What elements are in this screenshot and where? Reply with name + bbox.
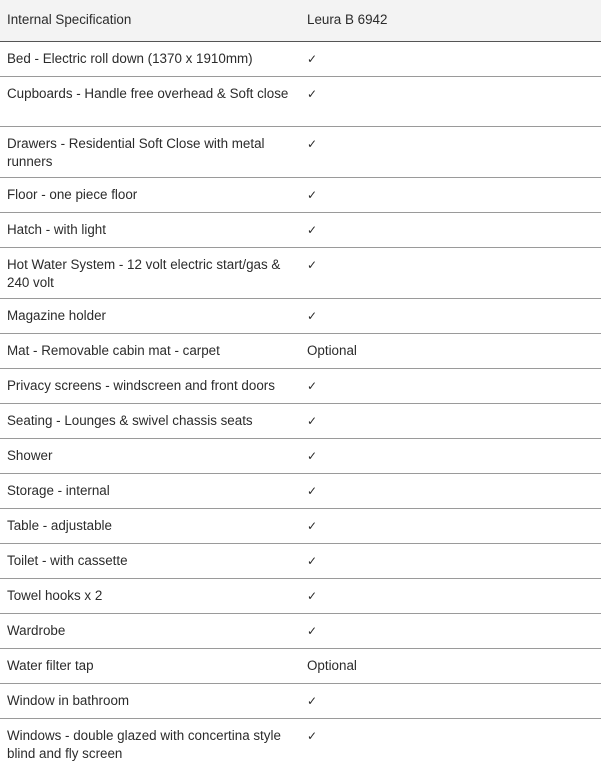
table-row bbox=[0, 543, 601, 578]
check-icon: ✓ bbox=[307, 448, 318, 463]
table-row bbox=[0, 126, 601, 177]
value-cell bbox=[299, 247, 601, 298]
check-icon: ✓ bbox=[307, 693, 318, 708]
value-text: Optional bbox=[307, 342, 357, 358]
feature-cell: Toilet - with cassette bbox=[0, 543, 299, 578]
value-cell bbox=[299, 212, 601, 247]
check-icon: ✓ bbox=[307, 518, 318, 533]
value-cell bbox=[299, 718, 601, 769]
feature-cell: Windows - double glazed with concertina style blind and fly screen bbox=[7, 727, 281, 761]
feature-cell: Table - adjustable bbox=[0, 508, 299, 543]
value-cell bbox=[299, 333, 601, 368]
check-icon: ✓ bbox=[307, 553, 318, 568]
value-cell bbox=[299, 76, 601, 126]
check-icon: ✓ bbox=[307, 222, 318, 237]
value-cell bbox=[299, 578, 601, 613]
feature-cell: Wardrobe bbox=[0, 613, 299, 648]
feature-cell: Shower bbox=[0, 438, 299, 473]
check-icon: ✓ bbox=[307, 378, 318, 393]
feature-cell: Hot Water System - 12 volt electric start/gas & 240 volt bbox=[0, 247, 299, 298]
check-icon: ✓ bbox=[307, 257, 318, 272]
table-row bbox=[0, 298, 601, 333]
model-column-header: Leura B 6942 bbox=[299, 0, 601, 41]
feature-cell: Cupboards - Handle free overhead & Soft close bbox=[0, 76, 299, 126]
feature-cell: Floor - one piece floor bbox=[0, 177, 299, 212]
value-cell bbox=[299, 648, 601, 683]
table-row bbox=[0, 473, 601, 508]
value-cell bbox=[299, 126, 601, 177]
check-icon: ✓ bbox=[307, 413, 318, 428]
table-row bbox=[0, 648, 601, 683]
check-icon: ✓ bbox=[307, 187, 318, 202]
table-header bbox=[0, 0, 601, 41]
table-row bbox=[0, 41, 601, 76]
table-row bbox=[0, 683, 601, 718]
feature-cell: Mat - Removable cabin mat - carpet bbox=[0, 333, 299, 368]
value-cell bbox=[299, 438, 601, 473]
feature-cell: Bed - Electric roll down (1370 x 1910mm) bbox=[0, 41, 299, 76]
check-icon: ✓ bbox=[307, 623, 318, 638]
feature-cell: Window in bathroom bbox=[0, 683, 299, 718]
table-row bbox=[0, 613, 601, 648]
value-cell bbox=[299, 298, 601, 333]
feature-cell: Privacy screens - windscreen and front doors bbox=[0, 368, 299, 403]
check-icon: ✓ bbox=[307, 728, 318, 743]
check-icon: ✓ bbox=[307, 308, 318, 323]
header-row bbox=[0, 0, 601, 41]
value-cell bbox=[299, 41, 601, 76]
value-cell bbox=[299, 683, 601, 718]
feature-cell: Magazine holder bbox=[0, 298, 299, 333]
table-row bbox=[0, 333, 601, 368]
table-row bbox=[0, 718, 601, 769]
table-row bbox=[0, 177, 601, 212]
value-cell bbox=[299, 613, 601, 648]
table-row bbox=[0, 76, 601, 126]
value-cell bbox=[299, 368, 601, 403]
value-cell bbox=[299, 508, 601, 543]
feature-column-header: Internal Specification bbox=[0, 0, 299, 41]
value-cell bbox=[299, 543, 601, 578]
table-body bbox=[0, 41, 601, 769]
feature-cell: Towel hooks x 2 bbox=[0, 578, 299, 613]
table-row bbox=[0, 247, 601, 298]
value-cell bbox=[299, 403, 601, 438]
table-row bbox=[0, 578, 601, 613]
value-cell bbox=[299, 177, 601, 212]
feature-cell: Storage - internal bbox=[0, 473, 299, 508]
check-icon: ✓ bbox=[307, 51, 318, 66]
table-row bbox=[0, 368, 601, 403]
feature-cell: Water filter tap bbox=[0, 648, 299, 683]
check-icon: ✓ bbox=[307, 483, 318, 498]
check-icon: ✓ bbox=[307, 588, 318, 603]
table-row bbox=[0, 212, 601, 247]
table-row bbox=[0, 403, 601, 438]
table-row bbox=[0, 508, 601, 543]
table-row bbox=[0, 438, 601, 473]
feature-cell: Drawers - Residential Soft Close with metal runners bbox=[0, 126, 299, 177]
value-cell bbox=[299, 473, 601, 508]
check-icon: ✓ bbox=[307, 86, 318, 101]
feature-cell: Seating - Lounges & swivel chassis seats bbox=[0, 403, 299, 438]
check-icon: ✓ bbox=[307, 136, 318, 151]
feature-cell: Hatch - with light bbox=[0, 212, 299, 247]
value-text: Optional bbox=[307, 657, 357, 673]
